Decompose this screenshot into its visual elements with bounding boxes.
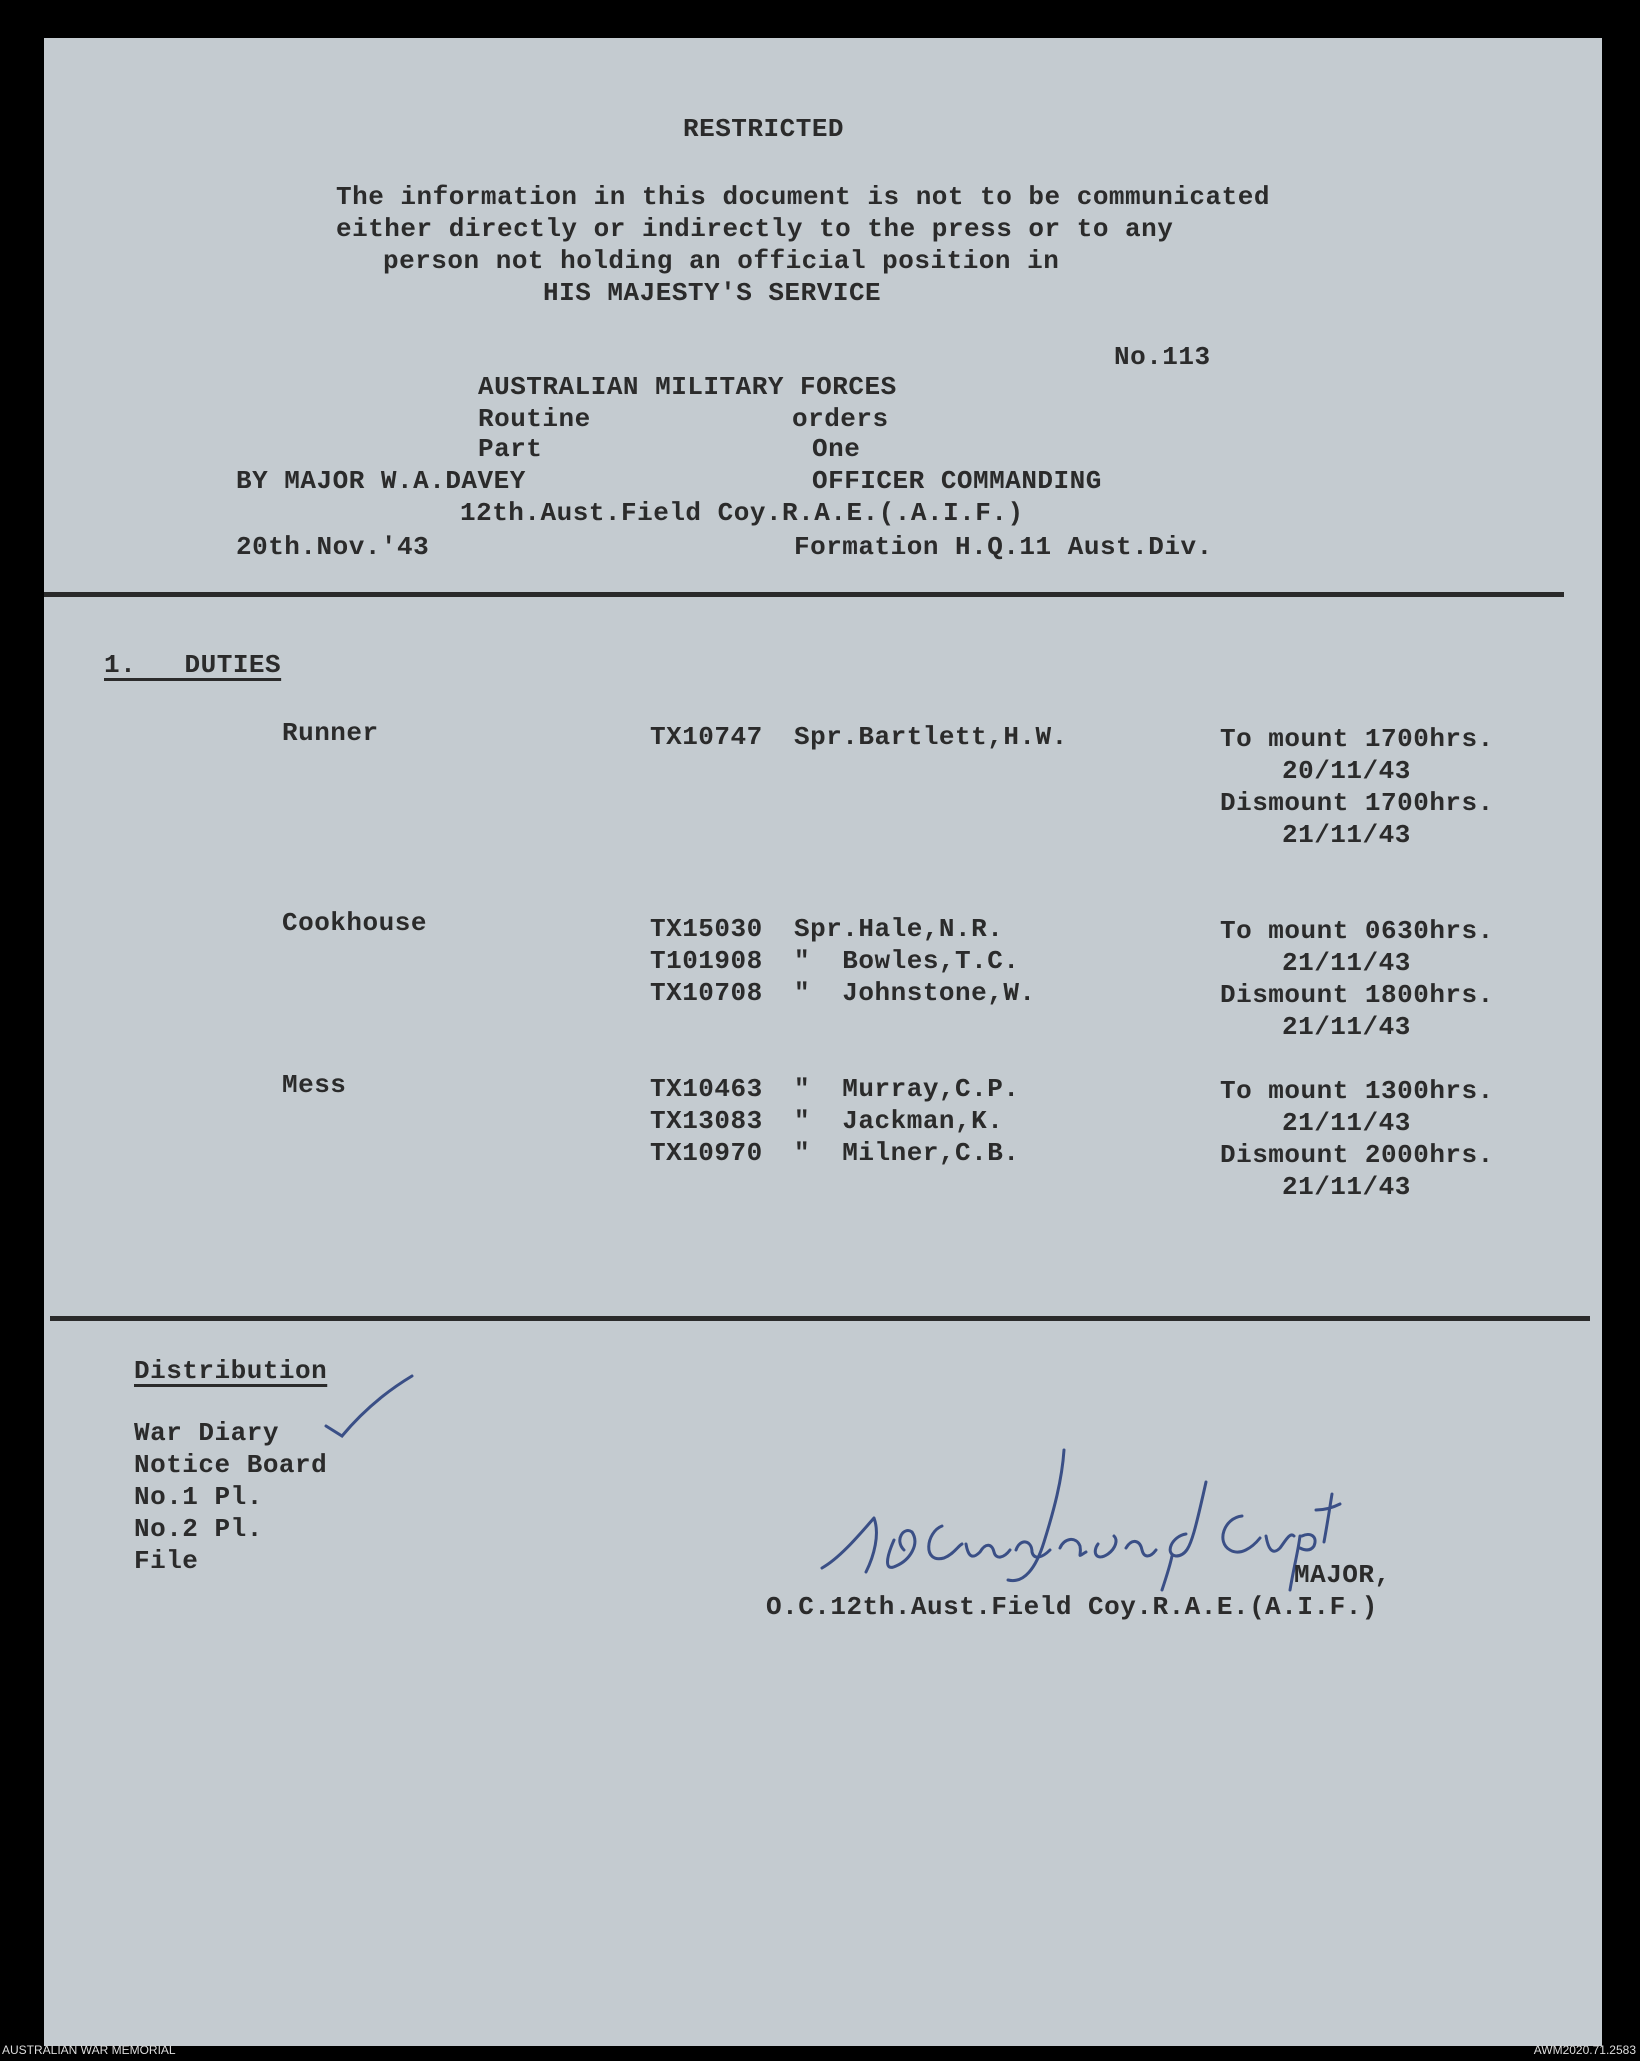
soldier-name: Spr.Hale,N.R. — [794, 914, 1004, 944]
mount-date: 20/11/43 — [1282, 756, 1411, 786]
handwritten-signature — [810, 1440, 1350, 1610]
signatory-title: O.C.12th.Aust.Field Coy.R.A.E.(A.I.F.) — [766, 1592, 1378, 1622]
service-number: T101908 — [650, 946, 763, 976]
unit-name: 12th.Aust.Field Coy.R.A.E.(.A.I.F.) — [460, 498, 1024, 528]
mount-date: 21/11/43 — [1282, 948, 1411, 978]
part-label: Part — [478, 434, 543, 464]
mount-time: To mount 1700hrs. — [1220, 724, 1494, 754]
dismount-date: 21/11/43 — [1282, 1012, 1411, 1042]
order-date: 20th.Nov.'43 — [236, 532, 430, 562]
dismount-time: Dismount 1700hrs. — [1220, 788, 1494, 818]
duties-heading: 1. DUTIES — [104, 650, 282, 680]
dismount-date: 21/11/43 — [1282, 820, 1411, 850]
duty-name: Cookhouse — [282, 908, 427, 938]
header-divider — [44, 592, 1564, 597]
routine-label: Routine — [478, 404, 591, 434]
distribution-item: Notice Board — [134, 1450, 328, 1480]
distribution-heading: Distribution — [134, 1356, 328, 1386]
soldier-name: " Johnstone,W. — [794, 978, 1036, 1008]
archive-credit: AUSTRALIAN WAR MEMORIAL — [2, 2043, 176, 2057]
notice-line-3: person not holding an official position in — [383, 246, 1060, 276]
service-number: TX15030 — [650, 914, 763, 944]
soldier-name: " Bowles,T.C. — [794, 946, 1020, 976]
document-page — [44, 38, 1602, 2046]
duty-name: Mess — [282, 1070, 347, 1100]
mount-time: To mount 1300hrs. — [1220, 1076, 1494, 1106]
issuer-role: OFFICER COMMANDING — [812, 466, 1102, 496]
notice-line-2: either directly or indirectly to the press or to any — [336, 214, 1174, 244]
distribution-item: File — [134, 1546, 199, 1576]
duties-divider — [50, 1316, 1590, 1321]
service-number: TX10970 — [650, 1138, 763, 1168]
forces-title: AUSTRALIAN MILITARY FORCES — [478, 372, 897, 402]
service-number: TX10747 — [650, 722, 763, 752]
service-number: TX10463 — [650, 1074, 763, 1104]
order-number: No.113 — [1114, 342, 1211, 372]
soldier-name: " Murray,C.P. — [794, 1074, 1020, 1104]
dismount-time: Dismount 1800hrs. — [1220, 980, 1494, 1010]
part-number: One — [812, 434, 861, 464]
duty-name: Runner — [282, 718, 379, 748]
dismount-time: Dismount 2000hrs. — [1220, 1140, 1494, 1170]
checkmark-icon — [320, 1370, 420, 1450]
distribution-item: War Diary — [134, 1418, 279, 1448]
notice-line-4: HIS MAJESTY'S SERVICE — [543, 278, 882, 308]
distribution-item: No.2 Pl. — [134, 1514, 263, 1544]
soldier-name: " Jackman,K. — [794, 1106, 1004, 1136]
classification-label: RESTRICTED — [683, 114, 845, 144]
issuer: BY MAJOR W.A.DAVEY — [236, 466, 526, 496]
service-number: TX10708 — [650, 978, 763, 1008]
mount-date: 21/11/43 — [1282, 1108, 1411, 1138]
signatory-rank: MAJOR, — [1294, 1560, 1391, 1590]
archive-reference: AWM2020.71.2583 — [1533, 2043, 1636, 2057]
mount-time: To mount 0630hrs. — [1220, 916, 1494, 946]
distribution-item: No.1 Pl. — [134, 1482, 263, 1512]
soldier-name: " Milner,C.B. — [794, 1138, 1020, 1168]
service-number: TX13083 — [650, 1106, 763, 1136]
orders-label: orders — [792, 404, 889, 434]
notice-line-1: The information in this document is not to be communicated — [336, 182, 1270, 212]
dismount-date: 21/11/43 — [1282, 1172, 1411, 1202]
formation: Formation H.Q.11 Aust.Div. — [794, 532, 1213, 562]
soldier-name: Spr.Bartlett,H.W. — [794, 722, 1068, 752]
